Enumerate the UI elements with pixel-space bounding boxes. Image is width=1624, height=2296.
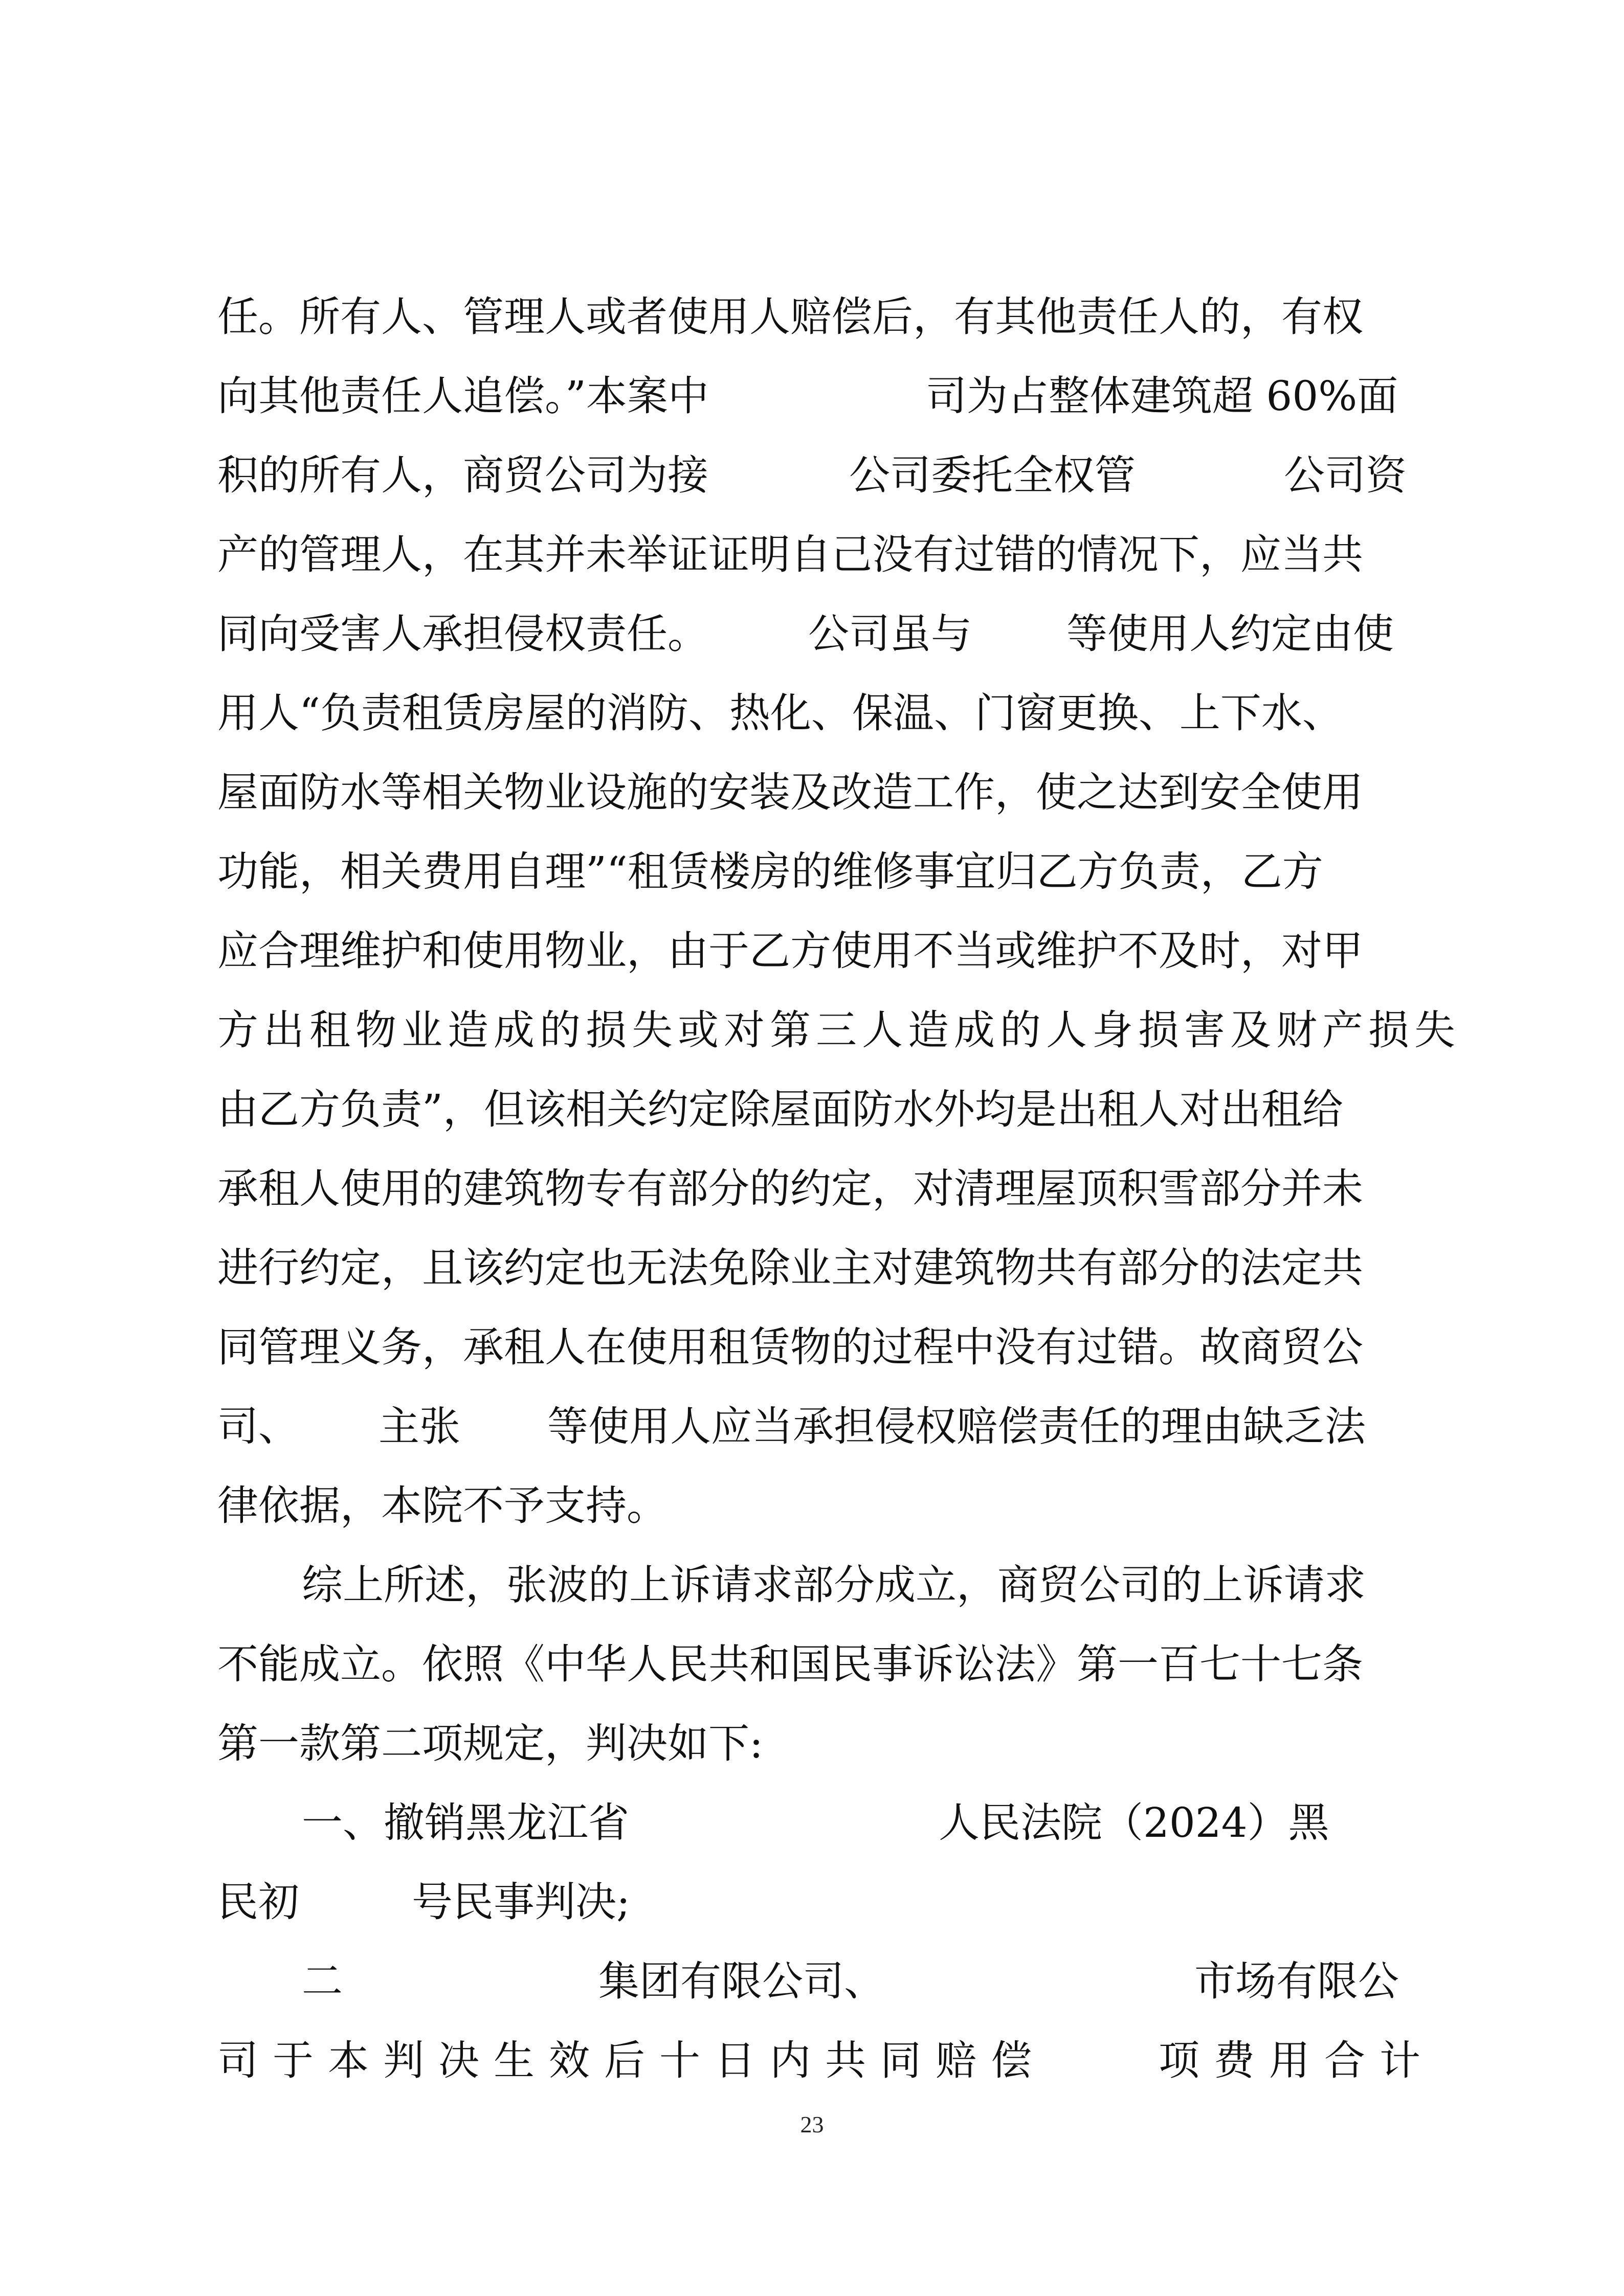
- text-segment: 进行约定，且该约定也无法免除业主对建筑物共有部分的法定共: [217, 1244, 1363, 1292]
- text-segment: 等使用人约定由使: [1066, 610, 1394, 658]
- text-segment: 向其他责任人追偿。”本案中: [217, 372, 709, 420]
- text-segment: 人民法院（2024）黑: [939, 1799, 1329, 1847]
- text-segment: 公司资: [1284, 452, 1407, 499]
- text-segment: 号民事判决;: [412, 1878, 630, 1926]
- text-segment: 用人“负责租赁房屋的消防、热化、保温、门窗更换、上下水、: [217, 689, 1343, 737]
- text-segment: 不能成立。依照《中华人民共和国民事诉讼法》第一百七十七条: [217, 1640, 1363, 1688]
- text-segment: 项费用合计: [1159, 2037, 1435, 2084]
- text-segment: 承租人使用的建筑物专有部分的约定，对清理屋顶积雪部分并未: [217, 1165, 1363, 1212]
- text-segment: 功能，相关费用自理”“租赁楼房的维修事宜归乙方负责，乙方: [217, 848, 1323, 895]
- text-segment: 任。所有人、管理人或者使用人赔偿后，有其他责任人的，有权: [217, 293, 1363, 341]
- text-segment: 公司委托全权管: [849, 452, 1136, 499]
- text-segment: 民初: [217, 1878, 299, 1926]
- text-segment: 同管理义务，承租人在使用租赁物的过程中没有过错。故商贸公: [217, 1323, 1363, 1371]
- text-segment: 一、撤销黑龙江省: [302, 1799, 629, 1847]
- text-segment: 第一款第二项规定，判决如下:: [217, 1720, 763, 1767]
- text-segment: 方出租物业造成的损失或对第三人造成的人身损害及财产损失: [217, 1006, 1460, 1054]
- text-segment: 二: [302, 1957, 343, 2005]
- text-segment: 主张: [379, 1403, 460, 1450]
- text-segment: 屋面防水等相关物业设施的安装及改造工作，使之达到安全使用: [217, 769, 1363, 816]
- text-segment: 司为占整体建筑超 60%面: [926, 372, 1398, 420]
- text-segment: 综上所述，张波的上诉请求部分成立，商贸公司的上诉请求: [302, 1561, 1366, 1609]
- page-number: 23: [800, 2111, 824, 2137]
- text-segment: 等使用人应当承担侵权赔偿责任的理由缺乏法: [547, 1403, 1366, 1450]
- text-segment: 集团有限公司、: [598, 1957, 885, 2005]
- text-segment: 由乙方负责”，但该相关约定除屋面防水外均是出租人对出租给: [217, 1086, 1343, 1133]
- text-segment: 应合理维护和使用物业，由于乙方使用不当或维护不及时，对甲: [217, 927, 1363, 975]
- text-segment: 产的管理人，在其并未举证证明自己没有过错的情况下，应当共: [217, 531, 1363, 578]
- text-segment: 同向受害人承担侵权责任。: [217, 610, 708, 658]
- text-segment: 积的所有人，商贸公司为接: [217, 452, 708, 499]
- text-segment: 律依据，本院不予支持。: [217, 1482, 668, 1529]
- text-segment: 市场有限公: [1194, 1957, 1399, 2005]
- text-segment: 司于本判决生效后十日内共同赔偿: [217, 2037, 1046, 2084]
- text-segment: 司、: [217, 1403, 299, 1450]
- text-segment: 公司虽与: [808, 610, 972, 658]
